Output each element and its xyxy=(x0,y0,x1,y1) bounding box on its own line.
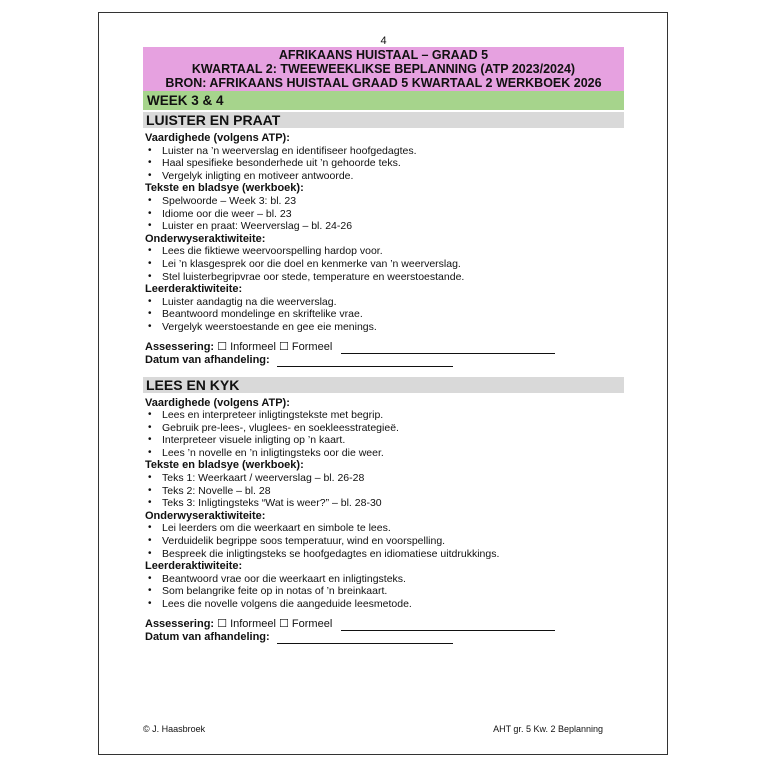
list-item: • Luister en praat: Weerverslag – bl. 24-26 xyxy=(148,220,353,233)
date-label: Datum van afhandeling: xyxy=(145,353,270,366)
list-item: • Som belangrike feite op in notas of ’n breinkaart. xyxy=(148,585,388,598)
texts-heading: Tekste en bladsye (werkboek): xyxy=(145,459,304,472)
list-item: • Luister na ’n weerverslag en identifiseer hoofgedagtes. xyxy=(148,144,417,157)
learner-activities-heading: Leerderaktiwiteite: xyxy=(145,560,243,573)
list-item: • Beantwoord vrae oor die weerkaart en inligtingsteks. xyxy=(148,572,406,585)
teacher-activities-list xyxy=(143,245,624,283)
formal-checkbox[interactable]: ☐ Formeel xyxy=(279,617,333,630)
assessment-label: Assessering: xyxy=(145,340,215,353)
title-line-2: KWARTAAL 2: TWEEWEEKLIKSE BEPLANNING (ATP 2023/2024) xyxy=(191,62,576,76)
list-item: • Gebruik pre-lees-, vluglees- en soekleesstrategieë. xyxy=(148,421,399,434)
list-item: • Spelwoorde – Week 3: bl. 23 xyxy=(148,194,297,207)
page-number: 4 xyxy=(380,35,387,47)
informal-checkbox[interactable]: ☐ Informeel xyxy=(217,340,276,353)
list-item: • Lees ’n novelle en ’n inligtingsteks oor die weer. xyxy=(148,446,384,459)
list-item: • Luister aandagtig na die weerverslag. xyxy=(148,295,337,308)
list-item: • Lei ’n klasgesprek oor die doel en kenmerke van ’n weerverslag. xyxy=(148,257,461,270)
assessment-row xyxy=(145,341,624,354)
skills-heading: Vaardighede (volgens ATP): xyxy=(145,396,290,409)
date-label: Datum van afhandeling: xyxy=(145,630,270,643)
list-item: • Bespreek die inligtingsteks se hoofgedagtes en idiomatiese uitdrukkings. xyxy=(148,547,500,560)
section-lees-en-kyk xyxy=(143,377,624,644)
list-item: • Idiome oor die weer – bl. 23 xyxy=(148,207,292,220)
learner-activities-list xyxy=(143,573,624,611)
completion-date-row xyxy=(145,631,624,644)
title-header xyxy=(143,47,624,91)
list-item: • Haal spesifieke besonderhede uit ’n gehoorde teks. xyxy=(148,157,401,170)
week-heading: WEEK 3 & 4 xyxy=(143,91,624,110)
list-item: • Beantwoord mondelinge en skriftelike vrae. xyxy=(148,308,363,321)
list-item: • Interpreteer visuele inligting op ’n kaart. xyxy=(148,434,346,447)
list-item: • Teks 3: Inligtingsteks “Wat is weer?” – bl. 28-30 xyxy=(148,497,382,510)
assessment-fill-line[interactable] xyxy=(341,620,555,631)
texts-heading: Tekste en bladsye (werkboek): xyxy=(145,182,304,195)
assessment-label: Assessering: xyxy=(145,617,215,630)
assessment-row xyxy=(145,618,624,631)
list-item: • Lees en interpreteer inligtingstekste met begrip. xyxy=(148,409,384,422)
completion-date-row xyxy=(145,354,624,367)
footer-copyright: © J. Haasbroek xyxy=(143,724,206,734)
assessment-fill-line[interactable] xyxy=(341,343,555,354)
title-line-3: BRON: AFRIKAANS HUISTAAL GRAAD 5 KWARTAAL 2 WERKBOEK 2026 xyxy=(165,76,602,90)
section-title: LEES EN KYK xyxy=(143,377,624,393)
list-item: • Lees die novelle volgens die aangeduide leesmetode. xyxy=(148,598,412,610)
page-content xyxy=(143,35,624,644)
list-item: • Stel luisterbegripvrae oor stede, temperature en weerstoestande. xyxy=(148,270,465,283)
teacher-activities-heading: Onderwyseraktiwiteite: xyxy=(145,232,266,245)
date-fill-line[interactable] xyxy=(277,633,453,644)
skills-list xyxy=(143,409,624,459)
informal-checkbox[interactable]: ☐ Informeel xyxy=(217,617,276,630)
skills-list xyxy=(143,145,624,183)
list-item: • Vergelyk weerstoestande en gee eie menings. xyxy=(148,320,377,333)
list-item: • Teks 2: Novelle – bl. 28 xyxy=(148,484,271,497)
list-item: • Lei leerders om die weerkaart en simbole te lees. xyxy=(148,522,391,535)
texts-list xyxy=(143,472,624,510)
learner-activities-list xyxy=(143,296,624,334)
list-item: • Lees die fiktiewe weervoorspelling hardop voor. xyxy=(148,245,383,258)
section-title: LUISTER EN PRAAT xyxy=(143,112,624,128)
section-luister-en-praat xyxy=(143,112,624,367)
formal-checkbox[interactable]: ☐ Formeel xyxy=(279,340,333,353)
list-item: • Verduidelik begrippe soos temperatuur, wind en voorspelling. xyxy=(148,535,446,548)
teacher-activities-heading: Onderwyseraktiwiteite: xyxy=(145,509,266,522)
footer-document-title: AHT gr. 5 Kw. 2 Beplanning xyxy=(493,724,603,734)
learner-activities-heading: Leerderaktiwiteite: xyxy=(145,283,243,296)
teacher-activities-list xyxy=(143,522,624,560)
skills-heading: Vaardighede (volgens ATP): xyxy=(145,132,290,144)
list-item: • Teks 1: Weerkaart / weerverslag – bl. 26-28 xyxy=(148,472,365,485)
texts-list xyxy=(143,195,624,233)
list-item: • Vergelyk inligting en motiveer antwoorde. xyxy=(148,169,354,182)
title-line-1: AFRIKAANS HUISTAAL – GRAAD 5 xyxy=(278,48,489,62)
document-page xyxy=(98,12,668,755)
date-fill-line[interactable] xyxy=(277,356,453,367)
